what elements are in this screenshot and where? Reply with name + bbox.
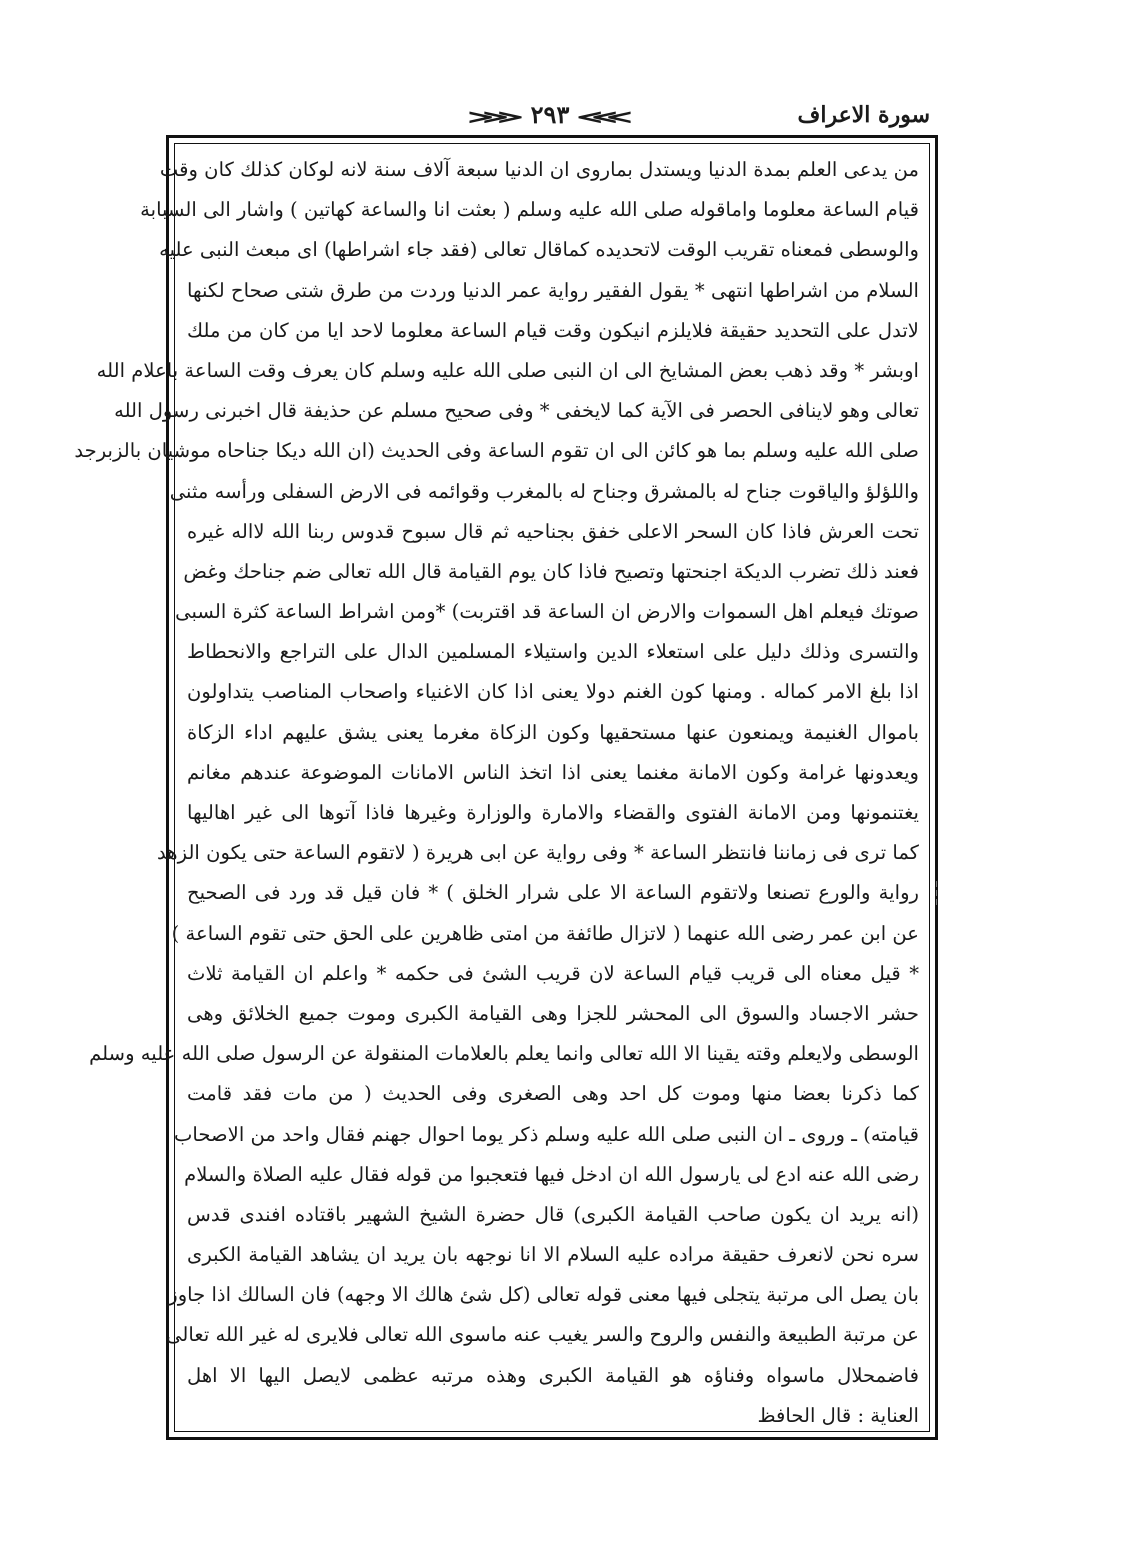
text-line: والتسرى وذلك دليل على استعلاء الدين واستيلاء المسلمين الدال على التراجع والانحطاط [187,640,919,664]
text-line: * قيل معناه الى قريب قيام الساعة لان قريب الشئ فى حكمه * واعلم ان القيامة ثلاث [187,961,919,985]
surah-name: سورة الاعراف [797,102,930,128]
text-line: رضى الله عنه ادع لى يارسول الله ان ادخل فيها فتعجبوا من قوله فقال عليه الصلاة والسلام [184,1162,919,1186]
text-line: فعند ذلك تضرب الديكة اجنحتها وتصيح فاذا كان يوم القيامة قال الله تعالى ضم جناحك وغض [183,559,919,583]
text-line: بان يصل الى مرتبة يتجلى فيها معنى قوله تعالى (كل شئ هالك الا وجهه) فان السالك اذا جاوز [168,1283,919,1307]
text-line: العناية : قال الحافظ [757,1403,919,1427]
text-line: عن ابن عمر رضى الله عنهما ( لاتزال طائفة من امتى ظاهرين على الحق حتى تقوم الساعة ) [171,921,919,945]
page-header [170,98,930,134]
text-line: قيام الساعة معلوما واماقوله صلى الله عليه وسلم ( بعثت انا والساعة كهاتين ) واشار الى السبابة [140,198,919,222]
text-line: سره نحن لانعرف حقيقة مراده عليه السلام الا انا نوجهه بان يريد ان يشاهد القيامة الكبرى [187,1243,919,1267]
text-line: حشر الاجساد والسوق الى المحشر للجزا وهى القيامة الكبرى وموت جميع الخلائق وهى [187,1001,919,1025]
ornament-left-icon: ⋘ [467,107,524,128]
text-line: الوسطى ولايعلم وقته يقينا الا الله تعالى وانما يعلم بالعلامات المنقولة عن الرسول صلى الله عليه وسلم [89,1042,919,1066]
text-line: من يدعى العلم بمدة الدنيا ويستدل بماروى ان الدنيا سبعة آلاف سنة لانه لوكان كذلك كان وقت [159,158,919,181]
page-number: ٢٩٣ [530,100,570,129]
text-line: صلى الله عليه وسلم بما هو كائن الى ان تقوم الساعة وفى الحديث (ان الله ديكا جناحاه موشيان بالزبرجد [74,439,919,463]
text-line: فاضمحلال ماسواه وفناؤه هو القيامة الكبرى وهذه مرتبه عظمى لايصل اليها الا اهل [187,1363,919,1387]
ornament-right-icon: ⋙ [576,107,633,128]
body-text [74,150,919,1436]
text-line: واللؤلؤ والياقوت جناح له بالمشرق وجناح له بالمغرب وقوائمه فى الارض السفلى ورأسه مثنى [169,479,919,503]
text-line: والوسطى فمعناه تقريب الوقت لاتحديده كماقال تعالى (فقد جاء اشراطها) اى مبعث النبى عليه [159,238,919,262]
text-line: اوبشر * وقد ذهب بعض المشايخ الى ان النبى صلى الله عليه وسلم كان يعرف وقت الساعة باعلام الله [96,358,919,382]
text-line: صوتك فيعلم اهل السموات والارض ان الساعة قد اقتربت) *ومن اشراط الساعة كثرة السبى [175,600,919,624]
text-line: عن مرتبة الطبيعة والنفس والروح والسر يغيب عنه ماسوى الله تعالى فلايرى له غير الله تعالى [166,1323,919,1347]
text-line: السلام من اشراطها انتهى * يقول الفقير رواية عمر الدنيا وردت من طرق شتى صحاح لكنها [187,278,919,302]
text-line: تعالى وهو لاينافى الحصر فى الآية كما لايخفى * وفى صحيح مسلم عن حذيفة قال اخبرنى رسول الله [114,399,919,423]
text-line: كما ترى فى زماننا فانتظر الساعة * وفى رواية عن ابى هريرة ( لاتقوم الساعة حتى يكون الزهد [157,841,919,865]
text-line: باموال الغنيمة ويمنعون عنها مستحقيها وكون الزكاة مغرما يعنى يشق عليهم اداء الزكاة [187,720,919,744]
text-line: قيامته) ـ وروى ـ ان النبى صلى الله عليه وسلم ذكر يوما احوال جهنم فقال واحد من الاصحاب [173,1122,919,1146]
text-line: كما ذكرنا بعضا منها وموت كل احد وهى الصغرى وفى الحديث ( من مات فقد قامت [187,1082,919,1106]
page-frame [74,135,938,1440]
text-line: (انه يريد ان يكون صاحب القيامة الكبرى) قال حضرة الشيخ الشهير باقتاده افندى قدس [187,1202,919,1226]
margin-marks [934,878,938,908]
text-line: رواية والورع تصنعا ولاتقوم الساعة الا على شرار الخلق ) * فان قيل قد ورد فى الصحيح [187,881,919,905]
text-line: تحت العرش فاذا كان السحر الاعلى خفق بجناحيه ثم قال سبوح قدوس ربنا الله لااله غيره [187,519,919,543]
text-line: اذا بلغ الامر كماله . ومنها كون الغنم دولا يعنى اذا كان الاغنياء واصحاب المناصب يتداولون [187,680,919,704]
text-line: لاتدل على التحديد حقيقة فلايلزم انيكون وقت قيام الساعة معلوما لاحد ايا من كان من ملك [187,318,919,342]
text-line: ويعدونها غرامة وكون الامانة مغنما يعنى اذا اتخذ الناس الامانات الموضوعة عندهم مغانم [187,760,919,784]
text-line: يغتنمونها ومن الامانة الفتوى والقضاء والامارة والوزارة وغيرها فاذا آتوها الى غير اهاليها [187,801,919,824]
page-frame-inner [74,143,930,1432]
page-number-block [469,100,632,129]
